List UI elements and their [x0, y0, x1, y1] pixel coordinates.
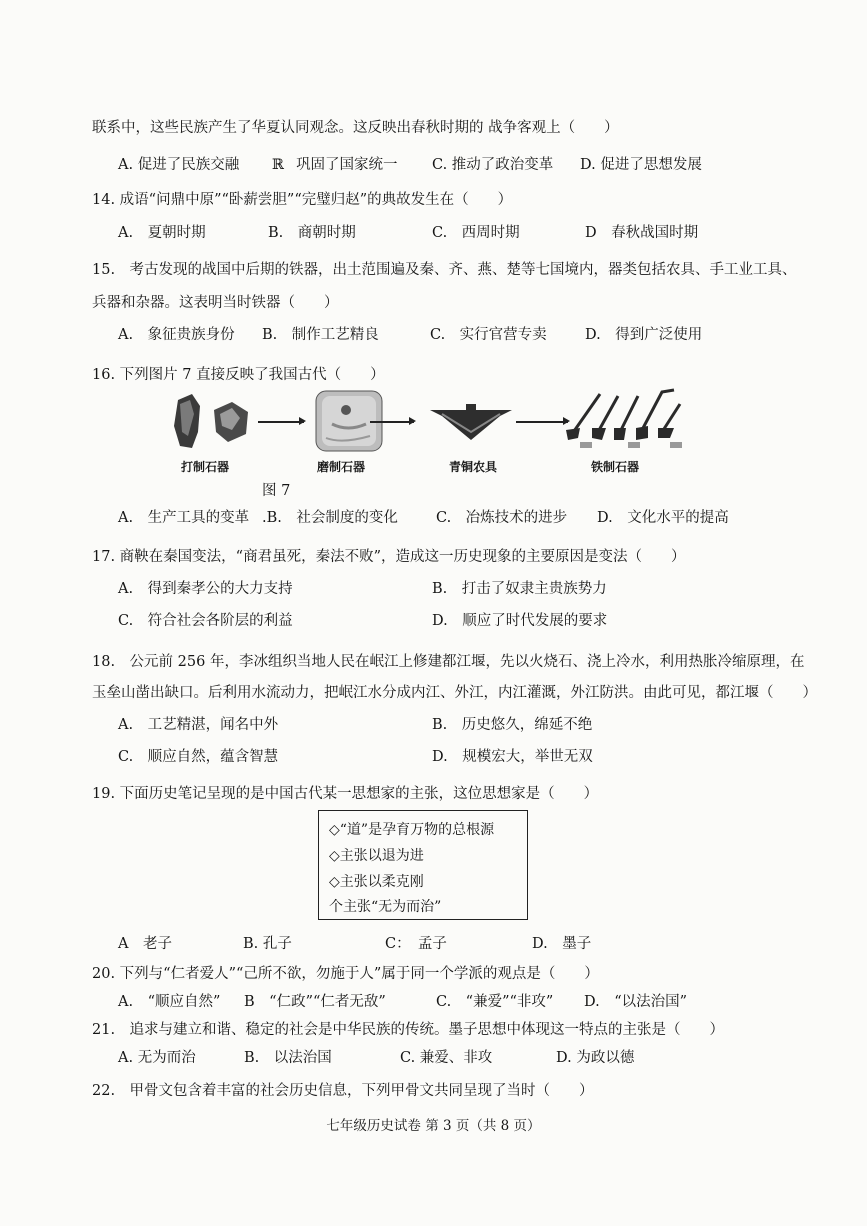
- q13-option-a[interactable]: A. 促进了民族交融: [118, 157, 240, 173]
- q16-option-d[interactable]: D. 文化水平的提高: [597, 510, 729, 526]
- q18-option-b[interactable]: B. 历史悠久，绵延不绝: [432, 717, 593, 733]
- smudge-mark: ℝ: [272, 157, 285, 173]
- q13-option-d[interactable]: D. 促进了思想发展: [580, 157, 702, 173]
- figure-caption-2: 磨制石器: [316, 460, 365, 474]
- q17-stem: 17. 商鞅在秦国变法，“商君虽死，秦法不败”，造成这一历史现象的主要原因是变法（ ）: [92, 549, 686, 565]
- q18-option-d[interactable]: D. 规模宏大，举世无双: [432, 749, 593, 765]
- q19-option-c[interactable]: C： 孟子: [385, 936, 447, 952]
- q17-option-b[interactable]: B. 打击了奴隶主贵族势力: [432, 581, 607, 597]
- q13-option-c[interactable]: C. 推动了政治变革: [432, 157, 554, 173]
- note-line-1: ◇“道”是孕育万物的总根源: [329, 822, 495, 838]
- q16-option-c[interactable]: C. 冶炼技术的进步: [436, 510, 568, 526]
- q20-option-a[interactable]: A. “顺应自然”: [118, 994, 221, 1010]
- note-line-2: ◇主张以退为进: [329, 848, 424, 864]
- q21-option-a[interactable]: A. 无为而治: [118, 1050, 196, 1066]
- q15-stem-line2: 兵器和杂器。这表明当时铁器（ ）: [92, 295, 339, 311]
- q14-option-b[interactable]: B. 商朝时期: [268, 225, 356, 241]
- q13-stem-tail: 联系中，这些民族产生了华夏认同观念。这反映出春秋时期的 战争客观上（ ）: [92, 120, 619, 136]
- arrow-3: [516, 421, 568, 423]
- q18-stem-line2: 玉垒山凿出缺口。后利用水流动力，把岷江水分成内江、外江，内江灌溉，外江防洪。由此可见，都江堰（ ）: [92, 685, 817, 701]
- q14-option-d[interactable]: D 春秋战国时期: [585, 225, 699, 241]
- q19-option-d[interactable]: D. 墨子: [532, 936, 592, 952]
- q19-option-b[interactable]: B. 孔子: [243, 936, 292, 952]
- q21-option-b[interactable]: B. 以法治国: [244, 1050, 332, 1066]
- q14-stem: 14. 成语“问鼎中原”“卧薪尝胆”“完璧归赵”的典故发生在（ ）: [92, 192, 513, 208]
- note-line-4: 个主张“无为而治”: [329, 899, 442, 915]
- chipped-stone-tool-icon: [170, 392, 254, 452]
- figure-label: 图 7: [262, 483, 291, 499]
- q17-option-d[interactable]: D. 顺应了时代发展的要求: [432, 613, 608, 629]
- q15-stem-line1: 15. 考古发现的战国中后期的铁器，出土范围遍及秦、齐、燕、楚等七国境内，器类包括农具、手工业工具、: [92, 262, 797, 278]
- q14-option-c[interactable]: C. 西周时期: [432, 225, 520, 241]
- q16-stem: 16. 下列图片 7 直接反映了我国古代（ ）: [92, 367, 385, 383]
- note-line-3: ◇主张以柔克刚: [329, 874, 424, 890]
- q21-option-c[interactable]: C. 兼爱、非攻: [400, 1050, 493, 1066]
- q21-option-d[interactable]: D. 为政以德: [556, 1050, 635, 1066]
- arrow-1: [258, 421, 304, 423]
- q16-option-b[interactable]: .B. 社会制度的变化: [262, 510, 398, 526]
- history-notes-box: [318, 810, 528, 920]
- q15-option-c[interactable]: C. 实行官营专卖: [430, 327, 547, 343]
- q18-option-c[interactable]: C. 顺应自然，蕴含智慧: [118, 749, 279, 765]
- page-footer: 七年级历史试卷 第 3 页（共 8 页）: [326, 1118, 541, 1134]
- q17-option-a[interactable]: A. 得到秦孝公的大力支持: [118, 581, 293, 597]
- q15-option-a[interactable]: A. 象征贵族身份: [118, 327, 235, 343]
- q18-option-a[interactable]: A. 工艺精湛，闻名中外: [118, 717, 279, 733]
- q19-stem: 19. 下面历史笔记呈现的是中国古代某一思想家的主张，这位思想家是（ ）: [92, 786, 599, 802]
- q15-option-b[interactable]: B. 制作工艺精良: [262, 327, 379, 343]
- figure-caption-4: 铁制石器: [590, 460, 639, 474]
- q13-option-b[interactable]: ℝ 巩固了国家统一: [272, 157, 398, 173]
- q18-stem-line1: 18. 公元前 256 年，李冰组织当地人民在岷江上修建都江堰，先以火烧石、浇上冷水，利用热胀冷缩原理，在: [92, 654, 805, 670]
- q14-option-a[interactable]: A. 夏朝时期: [118, 225, 206, 241]
- iron-tool-icon: [562, 384, 692, 454]
- q15-option-d[interactable]: D. 得到广泛使用: [585, 327, 703, 343]
- figure-caption-1: 打制石器: [180, 460, 229, 474]
- bronze-farm-tool-icon: [428, 402, 514, 442]
- figure-caption-3: 青铜农具: [448, 460, 497, 474]
- arrow-2: [370, 421, 414, 423]
- q20-option-c[interactable]: C. “兼爱”“非攻”: [436, 994, 554, 1010]
- q20-stem: 20. 下列与“仁者爱人”“己所不欲，勿施于人”属于同一个学派的观点是（ ）: [92, 966, 599, 982]
- q22-stem: 22. 甲骨文包含着丰富的社会历史信息，下列甲骨文共同呈现了当时（ ）: [92, 1083, 594, 1099]
- q20-option-b[interactable]: B “仁政”“仁者无敌”: [244, 994, 386, 1010]
- q16-option-a[interactable]: A. 生产工具的变革: [118, 510, 250, 526]
- q19-option-a[interactable]: A 老子: [118, 936, 172, 952]
- q17-option-c[interactable]: C. 符合社会各阶层的利益: [118, 613, 293, 629]
- q21-stem: 21. 追求与建立和谐、稳定的社会是中华民族的传统。墨子思想中体现这一特点的主张是（ ）: [92, 1022, 725, 1038]
- q20-option-d[interactable]: D. “以法治国”: [584, 994, 688, 1010]
